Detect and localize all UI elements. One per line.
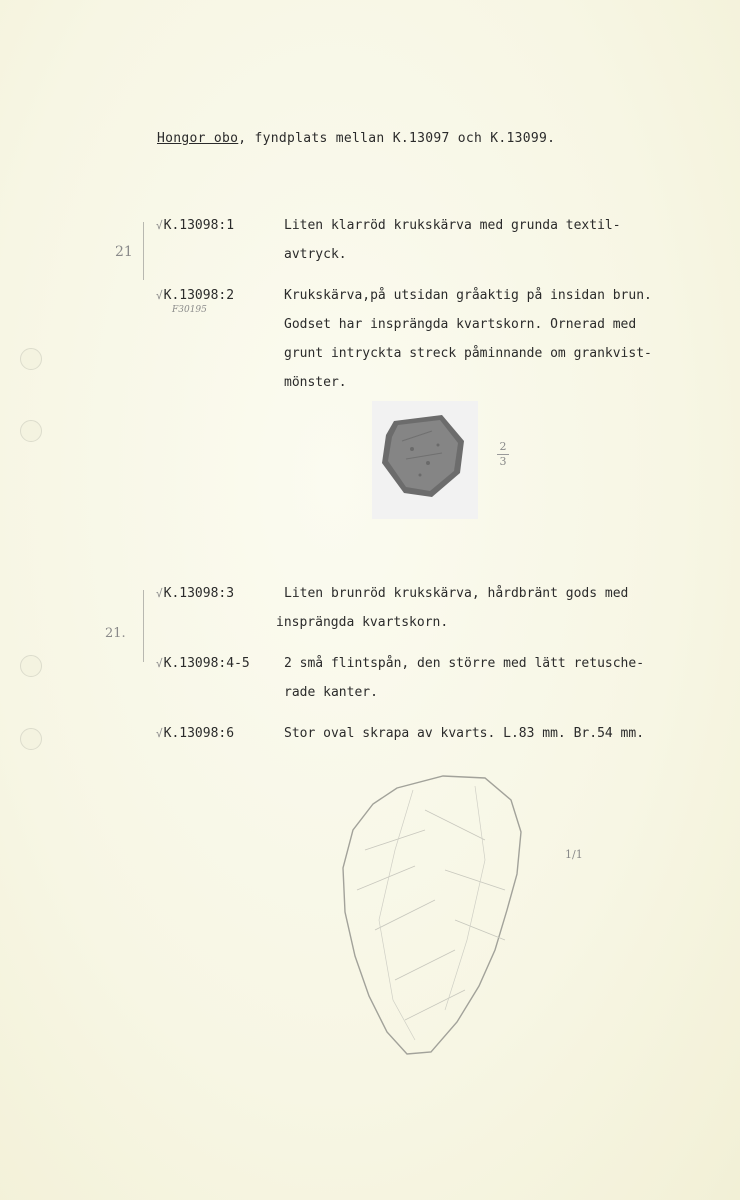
description-line: avtryck. [284,247,347,262]
site-name: Hongor obo [157,131,239,146]
scale-note [497,440,509,469]
pencil-note: 21. [105,626,126,641]
description-4-5 [284,649,704,707]
catalog-id-2 [156,288,234,303]
description-line: Godset har insprängda kvartskorn. Ornerad med [284,317,637,332]
pencil-bracket [143,590,144,662]
punch-hole [20,420,42,442]
scale-note: 1/1 [565,848,583,861]
punch-hole [20,728,42,750]
scraper-drawing [335,770,535,1060]
description-1 [284,211,704,269]
check-mark: √ [156,219,163,232]
catalog-id-3 [156,586,234,601]
sherd-photo [372,401,478,519]
pencil-bracket [143,222,144,280]
description-3 [276,579,696,637]
scale-denominator: 3 [497,454,509,469]
punch-hole [20,348,42,370]
description-6 [284,719,704,748]
scale-numerator: 2 [499,440,507,453]
description-line: grunt intryckta streck påminnande om grankvist- [284,346,652,361]
pencil-note: F30195 [172,305,207,315]
description-line: Stor oval skrapa av kvarts. L.83 mm. Br.54 mm. [284,726,645,741]
check-mark: √ [156,657,163,670]
catalog-id-6 [156,726,234,741]
punch-hole [20,655,42,677]
check-mark: √ [156,587,163,600]
description-line: 2 små flintspån, den större med lätt retusche- [284,656,645,671]
description-line: insprängda kvartskorn. [276,615,449,630]
catalog-id-1 [156,218,234,233]
description-2 [284,281,704,397]
catalog-id-text: K.13098:3 [163,586,235,601]
description-line: Krukskärva,på utsidan gråaktig på insidan brun. [284,288,652,303]
description-line: rade kanter. [284,685,378,700]
catalog-id-text: K.13098:6 [163,726,235,741]
title-rest: , fyndplats mellan K.13097 och K.13099. [238,131,556,146]
description-line: Liten klarröd krukskärva med grunda textil- [284,218,621,233]
catalog-id-text: K.13098:2 [163,288,235,303]
pencil-note: 21 [115,244,133,260]
catalog-id-text: K.13098:4-5 [163,656,250,671]
description-line: Liten brunröd krukskärva, hårdbränt gods med [284,586,629,601]
page-title [157,131,555,146]
catalog-id-text: K.13098:1 [163,218,235,233]
catalog-id-4-5 [156,656,250,671]
description-line: mönster. [284,375,347,390]
check-mark: √ [156,727,163,740]
check-mark: √ [156,289,163,302]
